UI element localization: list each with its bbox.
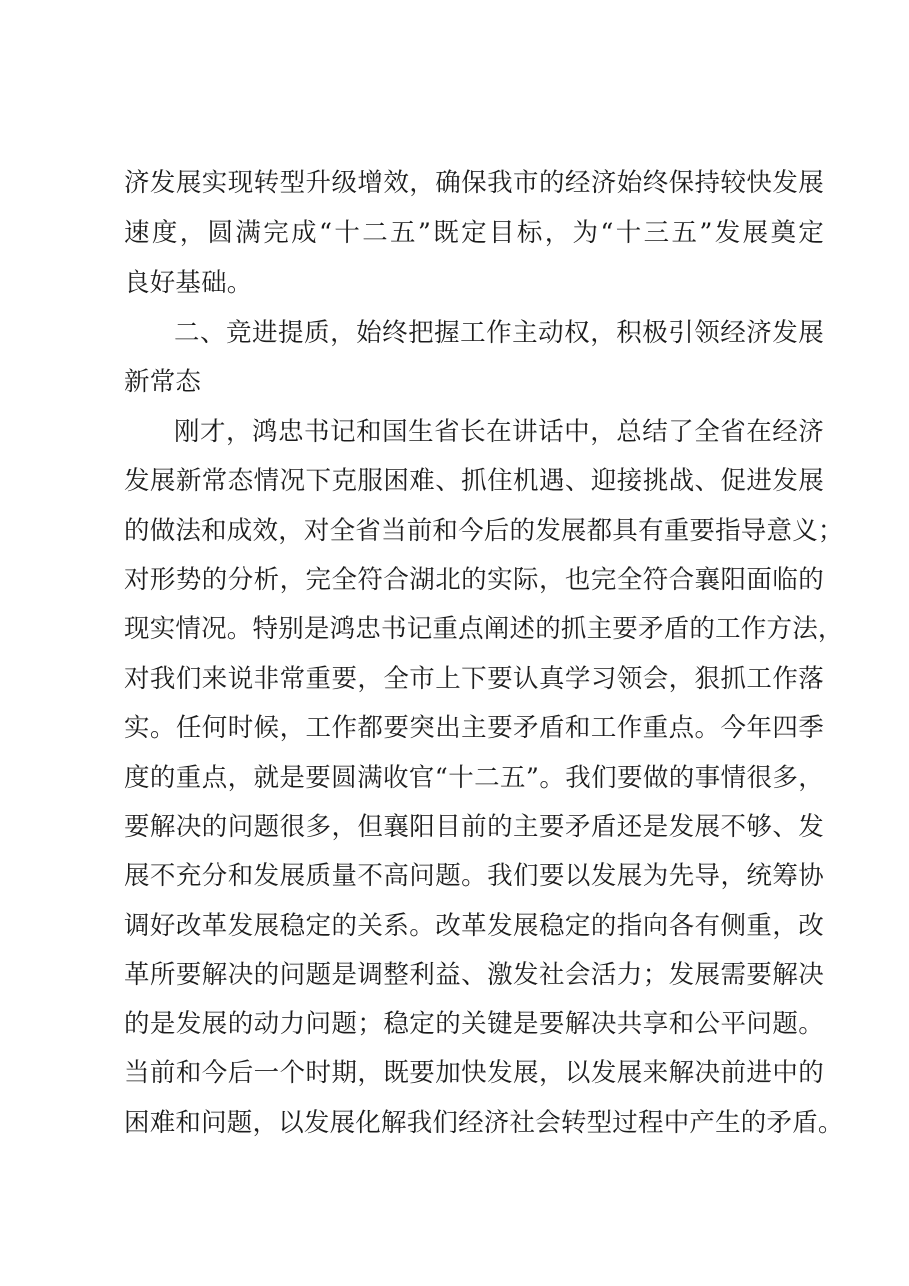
section-heading-line-2: 新常态 xyxy=(124,367,202,397)
paragraph-2-line-5: 现实情况。特别是鸿忠书记重点阐述的抓主要矛盾的工作方法， xyxy=(124,614,844,644)
paragraph-2-line-6: 对我们来说非常重要，全市上下要认真学习领会，狠抓工作落 xyxy=(124,664,824,694)
paragraph-2-line-3: 的做法和成效，对全省当前和今后的发展都具有重要指导意义； xyxy=(124,516,844,546)
paragraph-2-line-14: 当前和今后一个时期，既要加快发展，以发展来解决前进中的 xyxy=(124,1058,824,1088)
paragraph-2-line-1: 刚才，鸿忠书记和国生省长在讲话中，总结了全省在经济 xyxy=(174,417,824,447)
paragraph-2-line-2: 发展新常态情况下克服困难、抓住机遇、迎接挑战、促进发展 xyxy=(124,466,824,496)
paragraph-2-line-8: 度的重点，就是要圆满收官“十二五”。我们要做的事情很多， xyxy=(124,763,824,793)
section-heading-line-1: 二、竞进提质，始终把握工作主动权，积极引领经济发展 xyxy=(174,318,824,348)
paragraph-2-line-15: 困难和问题，以发展化解我们经济社会转型过程中产生的矛盾。 xyxy=(124,1108,844,1138)
paragraph-1-line-3: 良好基础。 xyxy=(124,268,253,298)
paragraph-1-line-2: 速度，圆满完成“十二五”既定目标，为“十三五”发展奠定 xyxy=(124,218,824,248)
paragraph-2-line-12: 革所要解决的问题是调整利益、激发社会活力；发展需要解决 xyxy=(124,960,824,990)
paragraph-2-line-10: 展不充分和发展质量不高问题。我们要以发展为先导，统筹协 xyxy=(124,861,824,891)
paragraph-2-line-13: 的是发展的动力问题；稳定的关键是要解决共享和公平问题。 xyxy=(124,1009,824,1039)
paragraph-2-line-7: 实。任何时候，工作都要突出主要矛盾和工作重点。今年四季 xyxy=(124,713,824,743)
paragraph-2-line-4: 对形势的分析，完全符合湖北的实际，也完全符合襄阳面临的 xyxy=(124,565,824,595)
paragraph-2-line-9: 要解决的问题很多，但襄阳目前的主要矛盾还是发展不够、发 xyxy=(124,812,824,842)
paragraph-1-line-1: 济发展实现转型升级增效，确保我市的经济始终保持较快发展 xyxy=(124,168,824,198)
paragraph-2-line-11: 调好改革发展稳定的关系。改革发展稳定的指向各有侧重，改 xyxy=(124,911,824,941)
